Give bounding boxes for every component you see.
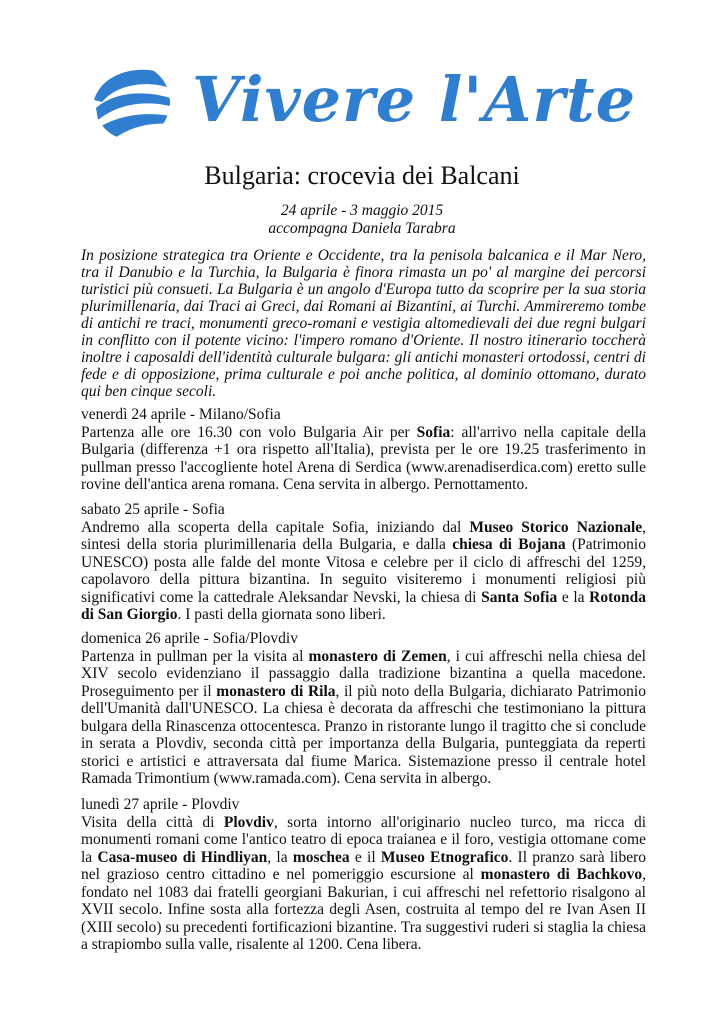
highlighted-place: Rotonda di San Giorgio <box>81 588 646 623</box>
text-run: , il più noto della Bulgaria, dichiarato Patrimonio dell'Umanità dall'UNESCO. La chiesa è decorata da affreschi che testimoniano la pittura bulgara della Rinascenza ottocentesca. Pranzo in ristorante lungo il tragitto che si conclude in serata a Plovdiv, seconda città per importanza della Bulgaria, punteggiata da reperti storici e artistici e attraversata dal fiume Marica. Sistemazione presso il centrale hotel Ramada Trimontium (www.ramada.com). Cena servita in albergo. <box>81 682 646 787</box>
trip-dates: 24 aprile - 3 maggio 2015 <box>280 202 444 219</box>
day-heading: venerdì 24 aprile - Milano/Sofia <box>81 406 281 423</box>
day-section <box>81 630 646 788</box>
highlighted-place: chiesa di Bojana <box>452 536 566 553</box>
highlighted-place: monastero di Rila <box>216 682 336 700</box>
text-run: , i cui affreschi nella chiesa del XIV secolo evidenziano il passaggio dalla tradizione bizantina a quella macedone. Proseguimento per il <box>81 647 646 700</box>
text-run: , sintesi della storia plurimillenaria della Bulgaria, e dalla <box>81 518 646 553</box>
day-text <box>81 814 646 954</box>
highlighted-place: moschea <box>292 848 350 866</box>
page-title: Bulgaria: crocevia dei Balcani <box>204 161 520 190</box>
text-run: e la <box>557 588 590 606</box>
text-run: , la <box>267 848 293 866</box>
stylized-s-logo-icon <box>92 62 172 142</box>
trip-guide: accompagna Daniela Tarabra <box>268 220 456 237</box>
logo <box>92 52 637 152</box>
text-run: (Patrimonio UNESCO) posta alle falde del monte Vitosa e celebre per il ciclo di affreschi del 1259, capolavoro della pittura bizantina. In seguito visiteremo i monumenti religiosi più significativi come la cattedrale Aleksandar Nevski, la chiesa di <box>81 536 646 606</box>
trip-dates-block <box>0 202 724 238</box>
text-run: , fondato nel 1083 dai fratelli georgiani Bakurian, i cui affreschi nel refettorio risalgono al XVII secolo. Infine sosta alla fortezza degli Asen, costruita al tempo del re Ivan Asen II (XIII secolo) su precedenti fortificazioni bizantine. Tra suggestivi ruderi si staglia la chiesa a strapiombo sulla valle, risalente al 1200. Cena libera. <box>81 866 647 953</box>
day-text <box>81 519 646 624</box>
text-run: . I pasti della giornata sono liberi. <box>177 606 386 623</box>
day-section <box>81 796 646 954</box>
highlighted-place: Museo Etnografico <box>380 848 509 866</box>
text-run: . Il pranzo sarà libero nel grazioso centro cittadino e nel pomeriggio escursione al <box>81 848 647 883</box>
highlighted-place: Sofia <box>416 423 451 441</box>
text-run: : all'arrivo nella capitale della Bulgaria (differenza +1 ora rispetto all'Italia), prevista per le ore 19.25 trasferimento in pullman presso l'accogliente hotel Arena di Serdica (www.arenadiserdica.com) eretto sulle rovine dell'antica arena romana. Cena servita in albergo. Pernottamento. <box>81 423 646 493</box>
day-text <box>81 424 646 494</box>
text-run: Partenza alle ore 16.30 con volo Bulgaria Air per <box>81 423 417 441</box>
highlighted-place: Museo Storico Nazionale <box>469 518 643 536</box>
text-run: Partenza in pullman per la visita al <box>81 647 309 665</box>
highlighted-place: Casa-museo di Hindliyan <box>97 848 268 866</box>
intro-paragraph: In posizione strategica tra Oriente e Occidente, tra la penisola balcanica e il Mar Nero, tra il Danubio e la Turchia, la Bulgaria è finora rimasta un po' al margine dei percorsi turistici più consueti. La Bulgaria è un angolo d'Europa tutto da scoprire per la sua storia plurimillenaria, dai Traci ai Greci, dai Romani ai Bizantini, ai Turchi. Ammireremo tombe di antichi re traci, monumenti greco-romani e vestigia altomedievali dei due regni bulgari in conflitto con il potente vicino: l'impero romano d'Oriente. Il nostro itinerario toccherà inoltre i caposaldi dell'identità culturale bulgara: gli antichi monasteri ortodossi, centri di fede e di opposizione, prima culturale e poi anche politica, al dominio ottomano, durato qui ben cinque secoli. <box>81 247 646 400</box>
highlighted-place: monastero di Zemen <box>308 647 447 665</box>
day-section <box>81 501 646 624</box>
day-heading: domenica 26 aprile - Sofia/Plovdiv <box>81 630 298 647</box>
text-run: Andremo alla scoperta della capitale Sofia, iniziando dal <box>81 518 470 536</box>
text-run: e il <box>349 848 381 866</box>
highlighted-place: Santa Sofia <box>481 588 558 606</box>
highlighted-place: monastero di Bachkovo <box>480 866 643 883</box>
text-run: , sorta intorno all'originario nucleo turco, ma ricca di monumenti romani come l'antico teatro di epoca traianea e il foro, vestigia ottomane come la <box>81 813 646 866</box>
day-text <box>81 648 646 788</box>
brand-name: Vivere l'Arte <box>192 63 637 136</box>
text-run: Visita della città di <box>81 813 224 831</box>
day-heading: lunedì 27 aprile - Plovdiv <box>81 796 240 813</box>
highlighted-place: Plovdiv <box>223 813 274 831</box>
day-section <box>81 406 646 494</box>
day-heading: sabato 25 aprile - Sofia <box>81 501 225 518</box>
